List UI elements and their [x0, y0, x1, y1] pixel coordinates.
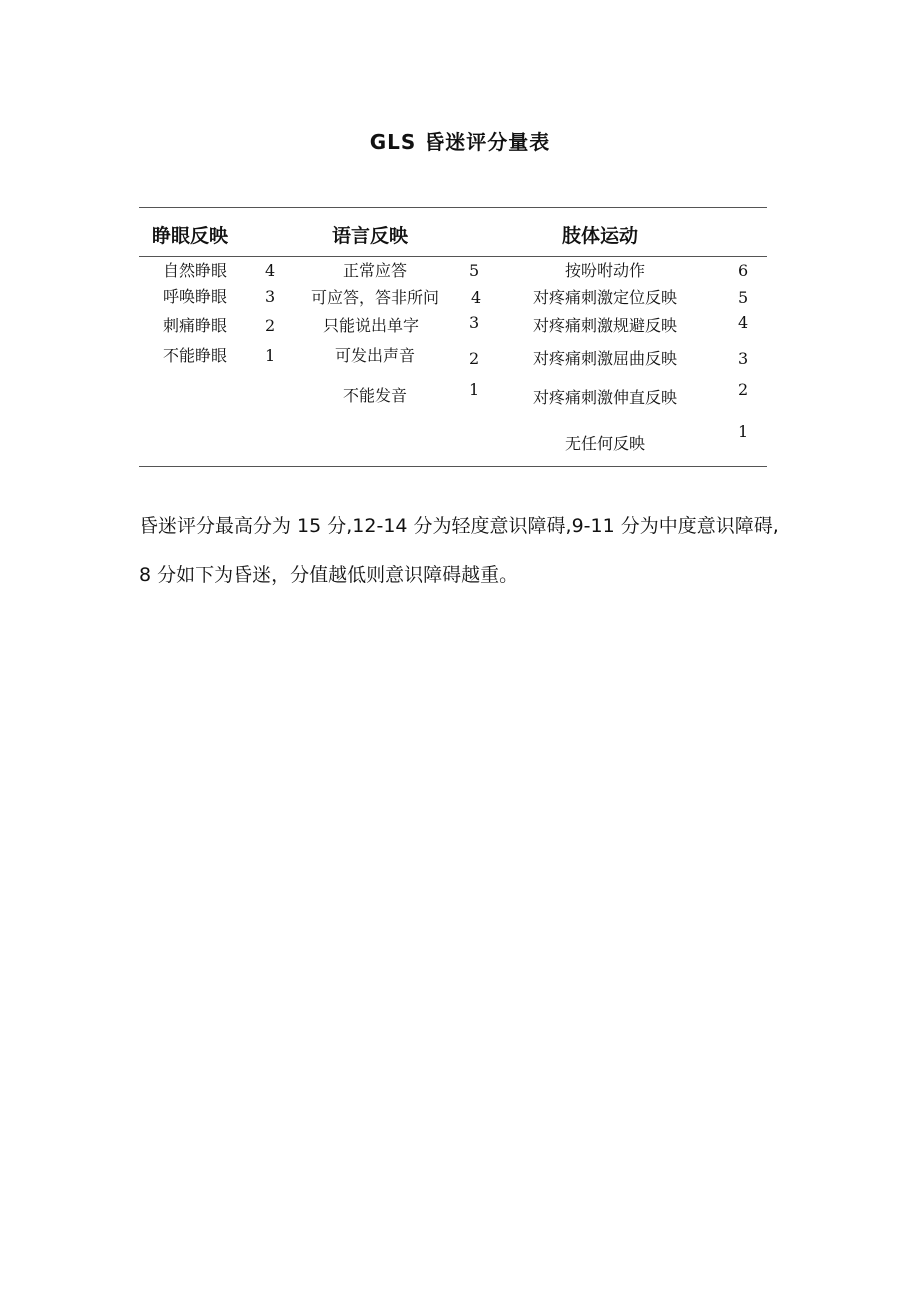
header-motor-response: 肢体运动: [562, 225, 639, 247]
motor-label: 对疼痛刺激屈曲反映: [532, 349, 678, 368]
verbal-score: 2: [469, 349, 480, 368]
verbal-label: 正常应答: [342, 261, 408, 280]
eye-label: 刺痛睁眼: [162, 316, 228, 335]
motor-label: 对疼痛刺激规避反映: [532, 316, 678, 335]
verbal-score: 1: [469, 380, 480, 399]
verbal-label: 不能发音: [342, 386, 408, 405]
eye-score: 3: [265, 287, 276, 306]
eye-score: 2: [265, 316, 276, 335]
motor-label: 无任何反映: [564, 434, 646, 453]
motor-score: 2: [738, 380, 749, 399]
verbal-score: 4: [471, 288, 482, 307]
motor-score: 4: [738, 313, 749, 332]
verbal-label: 可发出声音: [334, 346, 416, 365]
scoring-note-paragraph: 昏迷评分最高分为 15 分,12-14 分为轻度意识障碍,9-11 分为中度意识障碍,8 分如下为昏迷，分值越低则意识障碍越重。: [139, 515, 779, 586]
eye-label: 不能睁眼: [162, 346, 228, 365]
motor-score: 1: [738, 422, 749, 441]
verbal-label: 只能说出单字: [322, 316, 420, 335]
eye-label: 自然睁眼: [162, 261, 228, 280]
eye-label: 呼唤睁眼: [162, 287, 228, 306]
motor-label: 按吩咐动作: [564, 261, 646, 280]
table-top-rule: [139, 207, 767, 208]
motor-score: 5: [738, 288, 749, 307]
motor-score: 3: [738, 349, 749, 368]
motor-label: 对疼痛刺激伸直反映: [532, 388, 678, 407]
header-eye-response: 睁眼反映: [152, 225, 229, 247]
eye-score: 4: [265, 261, 276, 280]
verbal-score: 5: [469, 261, 480, 280]
motor-score: 6: [738, 261, 749, 280]
table-bottom-rule: [139, 466, 767, 467]
header-verbal-response: 语言反映: [332, 225, 409, 247]
page-title: GLS 昏迷评分量表: [369, 130, 551, 154]
motor-label: 对疼痛刺激定位反映: [532, 288, 678, 307]
verbal-score: 3: [469, 313, 480, 332]
verbal-label: 可应答，答非所问: [310, 288, 440, 307]
table-header-rule: [139, 256, 767, 257]
eye-score: 1: [265, 346, 276, 365]
